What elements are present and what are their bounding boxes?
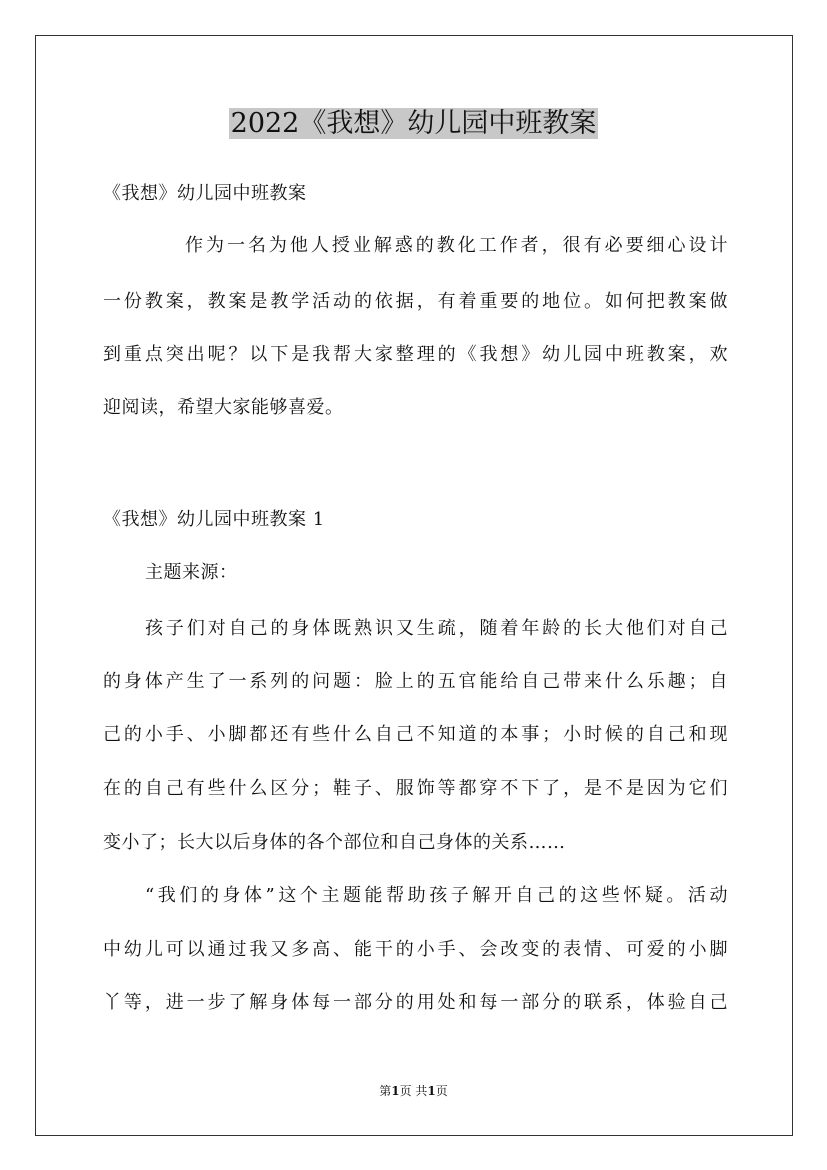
intro-line: 到重点突出呢？以下是我帮大家整理的《我想》幼儿园中班教案，欢 [103, 344, 728, 365]
footer-middle: 页 共 [399, 1084, 428, 1098]
document-title [0, 104, 827, 144]
paragraph-line: 的身体产生了一系列的问题：脸上的五官能给自己带来什么乐趣；自 [103, 671, 728, 692]
paragraph-line: 变小了；长大以后身体的各个部位和自己身体的关系…… [103, 832, 566, 853]
paragraph-line: “我们的身体”这个主题能帮助孩子解开自己的这些怀疑。活动 [145, 885, 728, 906]
paragraph-line: 孩子们对自己的身体既熟识又生疏，随着年龄的长大他们对自己 [145, 618, 728, 639]
intro-line: 一份教案，教案是教学活动的依据，有着重要的地位。如何把教案做 [103, 291, 728, 312]
intro-line: 迎阅读，希望大家能够喜爱。 [103, 397, 344, 418]
topic-label: 主题来源： [145, 562, 238, 583]
page-footer [0, 1083, 827, 1099]
paragraph-line: 己的小手、小脚都还有些什么自己不知道的本事；小时候的自己和现 [103, 724, 728, 745]
paragraph-line: 中幼儿可以通过我又多高、能干的小手、会改变的表情、可爱的小脚 [103, 939, 728, 960]
footer-prefix: 第 [379, 1084, 392, 1098]
footer-page-current: 1 [391, 1084, 400, 1098]
document-title-text: 2022《我想》幼儿园中班教案 [230, 108, 597, 139]
footer-suffix: 页 [435, 1084, 448, 1098]
footer-page-total: 1 [427, 1084, 436, 1098]
paragraph-line: 丫等，进一步了解身体每一部分的用处和每一部分的联系，体验自己 [103, 992, 728, 1013]
document-subtitle: 《我想》幼儿园中班教案 [103, 183, 307, 204]
intro-line: 作为一名为他人授业解惑的教化工作者，很有必要细心设计 [185, 235, 728, 256]
section-heading: 《我想》幼儿园中班教案 1 [103, 509, 325, 530]
paragraph-line: 在的自己有些什么区分；鞋子、服饰等都穿不下了，是不是因为它们 [103, 778, 728, 799]
